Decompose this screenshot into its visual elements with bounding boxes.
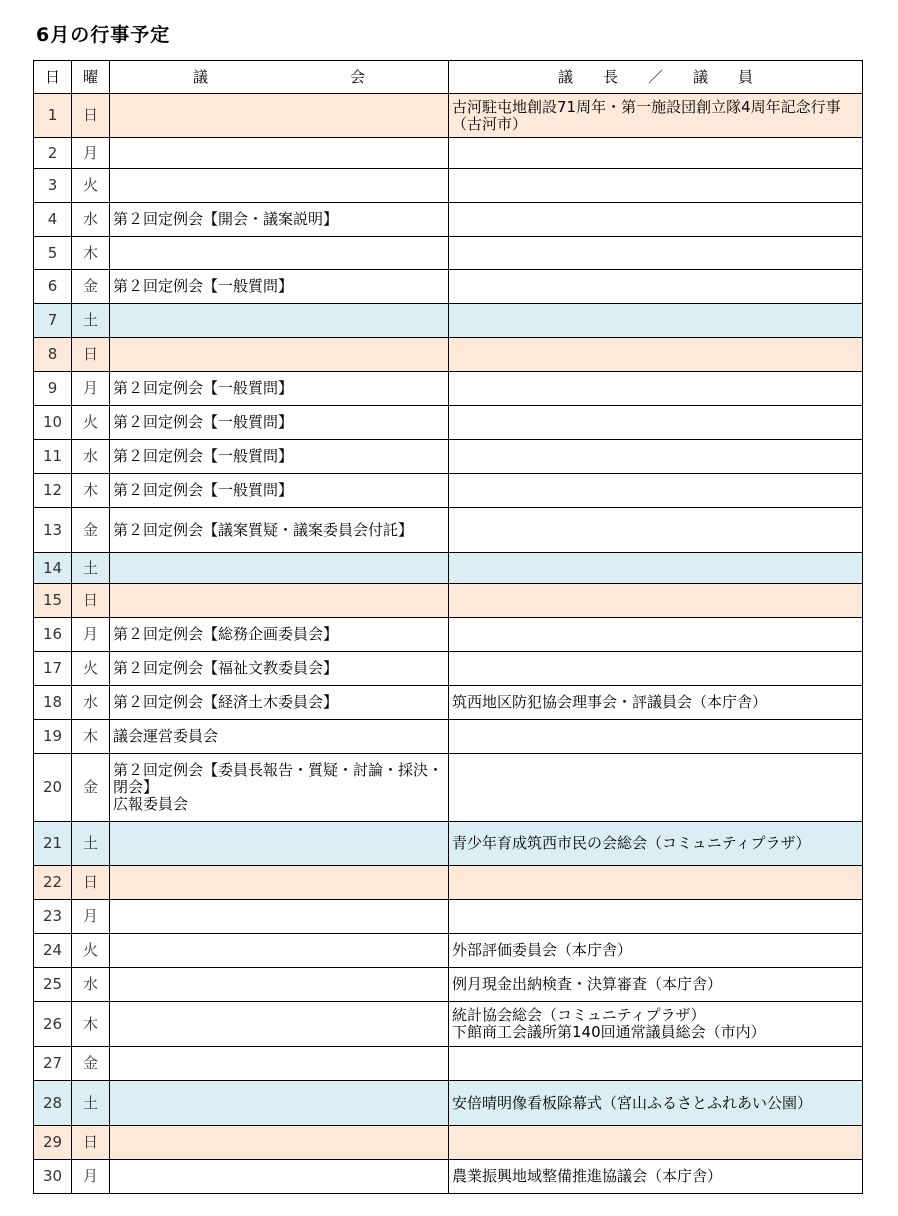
chair-cell xyxy=(449,618,863,652)
council-cell xyxy=(110,900,449,934)
date-cell: 30 xyxy=(34,1160,72,1194)
date-cell: 8 xyxy=(34,338,72,372)
schedule-table xyxy=(33,60,863,1194)
chair-cell xyxy=(449,720,863,754)
date-cell: 28 xyxy=(34,1081,72,1126)
weekday-cell: 日 xyxy=(72,338,110,372)
weekday-cell: 土 xyxy=(72,822,110,866)
date-cell: 4 xyxy=(34,203,72,237)
chair-cell xyxy=(449,138,863,169)
table-row xyxy=(34,1160,863,1194)
table-row xyxy=(34,934,863,968)
header-date: 日 xyxy=(34,61,72,94)
date-cell: 25 xyxy=(34,968,72,1002)
table-row xyxy=(34,440,863,474)
chair-cell: 筑西地区防犯協会理事会・評議員会（本庁舎） xyxy=(449,686,863,720)
table-row xyxy=(34,866,863,900)
header-chair: 議 長 ／ 議 員 xyxy=(449,61,863,94)
weekday-cell: 木 xyxy=(72,237,110,270)
header-council-right: 会 xyxy=(349,67,365,86)
chair-cell xyxy=(449,900,863,934)
date-cell: 29 xyxy=(34,1126,72,1160)
council-cell xyxy=(110,138,449,169)
weekday-cell: 水 xyxy=(72,686,110,720)
header-row xyxy=(34,61,863,94)
date-cell: 23 xyxy=(34,900,72,934)
council-cell: 第２回定例会【委員長報告・質疑・討論・採決・閉会】 広報委員会 xyxy=(110,754,449,822)
council-cell xyxy=(110,934,449,968)
table-row xyxy=(34,474,863,508)
council-cell xyxy=(110,553,449,584)
chair-cell: 統計協会総会（コミュニティプラザ） 下館商工会議所第140回通常議員総会（市内） xyxy=(449,1002,863,1047)
council-cell: 議会運営委員会 xyxy=(110,720,449,754)
date-cell: 27 xyxy=(34,1047,72,1081)
table-row xyxy=(34,968,863,1002)
chair-cell xyxy=(449,169,863,203)
table-row xyxy=(34,584,863,618)
chair-cell xyxy=(449,338,863,372)
header-weekday: 曜 xyxy=(72,61,110,94)
date-cell: 1 xyxy=(34,94,72,138)
chair-cell: 例月現金出納検査・決算審査（本庁舎） xyxy=(449,968,863,1002)
council-cell xyxy=(110,237,449,270)
date-cell: 15 xyxy=(34,584,72,618)
date-cell: 12 xyxy=(34,474,72,508)
weekday-cell: 月 xyxy=(72,1160,110,1194)
table-row xyxy=(34,338,863,372)
weekday-cell: 日 xyxy=(72,584,110,618)
weekday-cell: 水 xyxy=(72,440,110,474)
council-cell xyxy=(110,338,449,372)
weekday-cell: 月 xyxy=(72,138,110,169)
weekday-cell: 日 xyxy=(72,1126,110,1160)
chair-cell xyxy=(449,203,863,237)
table-row xyxy=(34,237,863,270)
chair-cell: 外部評価委員会（本庁舎） xyxy=(449,934,863,968)
chair-cell xyxy=(449,866,863,900)
table-row xyxy=(34,900,863,934)
date-cell: 5 xyxy=(34,237,72,270)
header-council-left: 議 xyxy=(193,67,209,86)
date-cell: 14 xyxy=(34,553,72,584)
weekday-cell: 木 xyxy=(72,720,110,754)
chair-cell xyxy=(449,553,863,584)
weekday-cell: 水 xyxy=(72,203,110,237)
chair-cell: 安倍晴明像看板除幕式（宮山ふるさとふれあい公園） xyxy=(449,1081,863,1126)
date-cell: 21 xyxy=(34,822,72,866)
date-cell: 18 xyxy=(34,686,72,720)
header-council xyxy=(110,61,449,94)
table-row xyxy=(34,372,863,406)
chair-cell xyxy=(449,372,863,406)
weekday-cell: 月 xyxy=(72,900,110,934)
council-cell: 第２回定例会【経済土木委員会】 xyxy=(110,686,449,720)
council-cell: 第２回定例会【開会・議案説明】 xyxy=(110,203,449,237)
weekday-cell: 木 xyxy=(72,1002,110,1047)
table-row xyxy=(34,138,863,169)
council-cell xyxy=(110,169,449,203)
table-row xyxy=(34,822,863,866)
date-cell: 13 xyxy=(34,508,72,553)
weekday-cell: 月 xyxy=(72,618,110,652)
council-cell: 第２回定例会【総務企画委員会】 xyxy=(110,618,449,652)
council-cell xyxy=(110,1160,449,1194)
chair-cell: 農業振興地域整備推進協議会（本庁舎） xyxy=(449,1160,863,1194)
council-cell xyxy=(110,304,449,338)
weekday-cell: 日 xyxy=(72,94,110,138)
weekday-cell: 土 xyxy=(72,304,110,338)
council-cell xyxy=(110,584,449,618)
table-row xyxy=(34,618,863,652)
weekday-cell: 月 xyxy=(72,372,110,406)
table-row xyxy=(34,94,863,138)
table-row xyxy=(34,270,863,304)
weekday-cell: 木 xyxy=(72,474,110,508)
table-row xyxy=(34,553,863,584)
chair-cell xyxy=(449,754,863,822)
date-cell: 2 xyxy=(34,138,72,169)
weekday-cell: 火 xyxy=(72,652,110,686)
chair-cell xyxy=(449,474,863,508)
weekday-cell: 火 xyxy=(72,406,110,440)
weekday-cell: 金 xyxy=(72,508,110,553)
council-cell: 第２回定例会【一般質問】 xyxy=(110,270,449,304)
date-cell: 10 xyxy=(34,406,72,440)
weekday-cell: 火 xyxy=(72,934,110,968)
council-cell xyxy=(110,94,449,138)
table-row xyxy=(34,169,863,203)
chair-cell xyxy=(449,1047,863,1081)
council-cell: 第２回定例会【福祉文教委員会】 xyxy=(110,652,449,686)
weekday-cell: 日 xyxy=(72,866,110,900)
table-row xyxy=(34,1126,863,1160)
table-row xyxy=(34,1047,863,1081)
weekday-cell: 土 xyxy=(72,1081,110,1126)
chair-cell xyxy=(449,652,863,686)
weekday-cell: 金 xyxy=(72,270,110,304)
chair-cell xyxy=(449,508,863,553)
chair-cell xyxy=(449,270,863,304)
chair-cell: 古河駐屯地創設71周年・第一施設団創立隊4周年記念行事（古河市） xyxy=(449,94,863,138)
council-cell: 第２回定例会【一般質問】 xyxy=(110,406,449,440)
page-title: 6月の行事予定 xyxy=(36,24,171,46)
table-row xyxy=(34,720,863,754)
council-cell: 第２回定例会【一般質問】 xyxy=(110,372,449,406)
date-cell: 17 xyxy=(34,652,72,686)
table-row xyxy=(34,1081,863,1126)
council-cell: 第２回定例会【議案質疑・議案委員会付託】 xyxy=(110,508,449,553)
date-cell: 26 xyxy=(34,1002,72,1047)
table-row xyxy=(34,406,863,440)
table-row xyxy=(34,1002,863,1047)
council-cell xyxy=(110,1002,449,1047)
chair-cell xyxy=(449,304,863,338)
chair-cell xyxy=(449,1126,863,1160)
council-cell xyxy=(110,822,449,866)
council-cell xyxy=(110,1047,449,1081)
table-row xyxy=(34,304,863,338)
council-cell xyxy=(110,1081,449,1126)
council-cell xyxy=(110,1126,449,1160)
table-row xyxy=(34,686,863,720)
date-cell: 11 xyxy=(34,440,72,474)
date-cell: 6 xyxy=(34,270,72,304)
date-cell: 20 xyxy=(34,754,72,822)
table-row xyxy=(34,754,863,822)
weekday-cell: 金 xyxy=(72,754,110,822)
weekday-cell: 土 xyxy=(72,553,110,584)
weekday-cell: 水 xyxy=(72,968,110,1002)
table-row xyxy=(34,652,863,686)
weekday-cell: 火 xyxy=(72,169,110,203)
date-cell: 7 xyxy=(34,304,72,338)
table-row xyxy=(34,203,863,237)
date-cell: 19 xyxy=(34,720,72,754)
council-cell: 第２回定例会【一般質問】 xyxy=(110,474,449,508)
table-row xyxy=(34,508,863,553)
chair-cell xyxy=(449,406,863,440)
date-cell: 16 xyxy=(34,618,72,652)
date-cell: 9 xyxy=(34,372,72,406)
council-cell: 第２回定例会【一般質問】 xyxy=(110,440,449,474)
date-cell: 24 xyxy=(34,934,72,968)
chair-cell xyxy=(449,440,863,474)
date-cell: 3 xyxy=(34,169,72,203)
chair-cell: 青少年育成筑西市民の会総会（コミュニティプラザ） xyxy=(449,822,863,866)
weekday-cell: 金 xyxy=(72,1047,110,1081)
council-cell xyxy=(110,866,449,900)
chair-cell xyxy=(449,237,863,270)
date-cell: 22 xyxy=(34,866,72,900)
council-cell xyxy=(110,968,449,1002)
chair-cell xyxy=(449,584,863,618)
